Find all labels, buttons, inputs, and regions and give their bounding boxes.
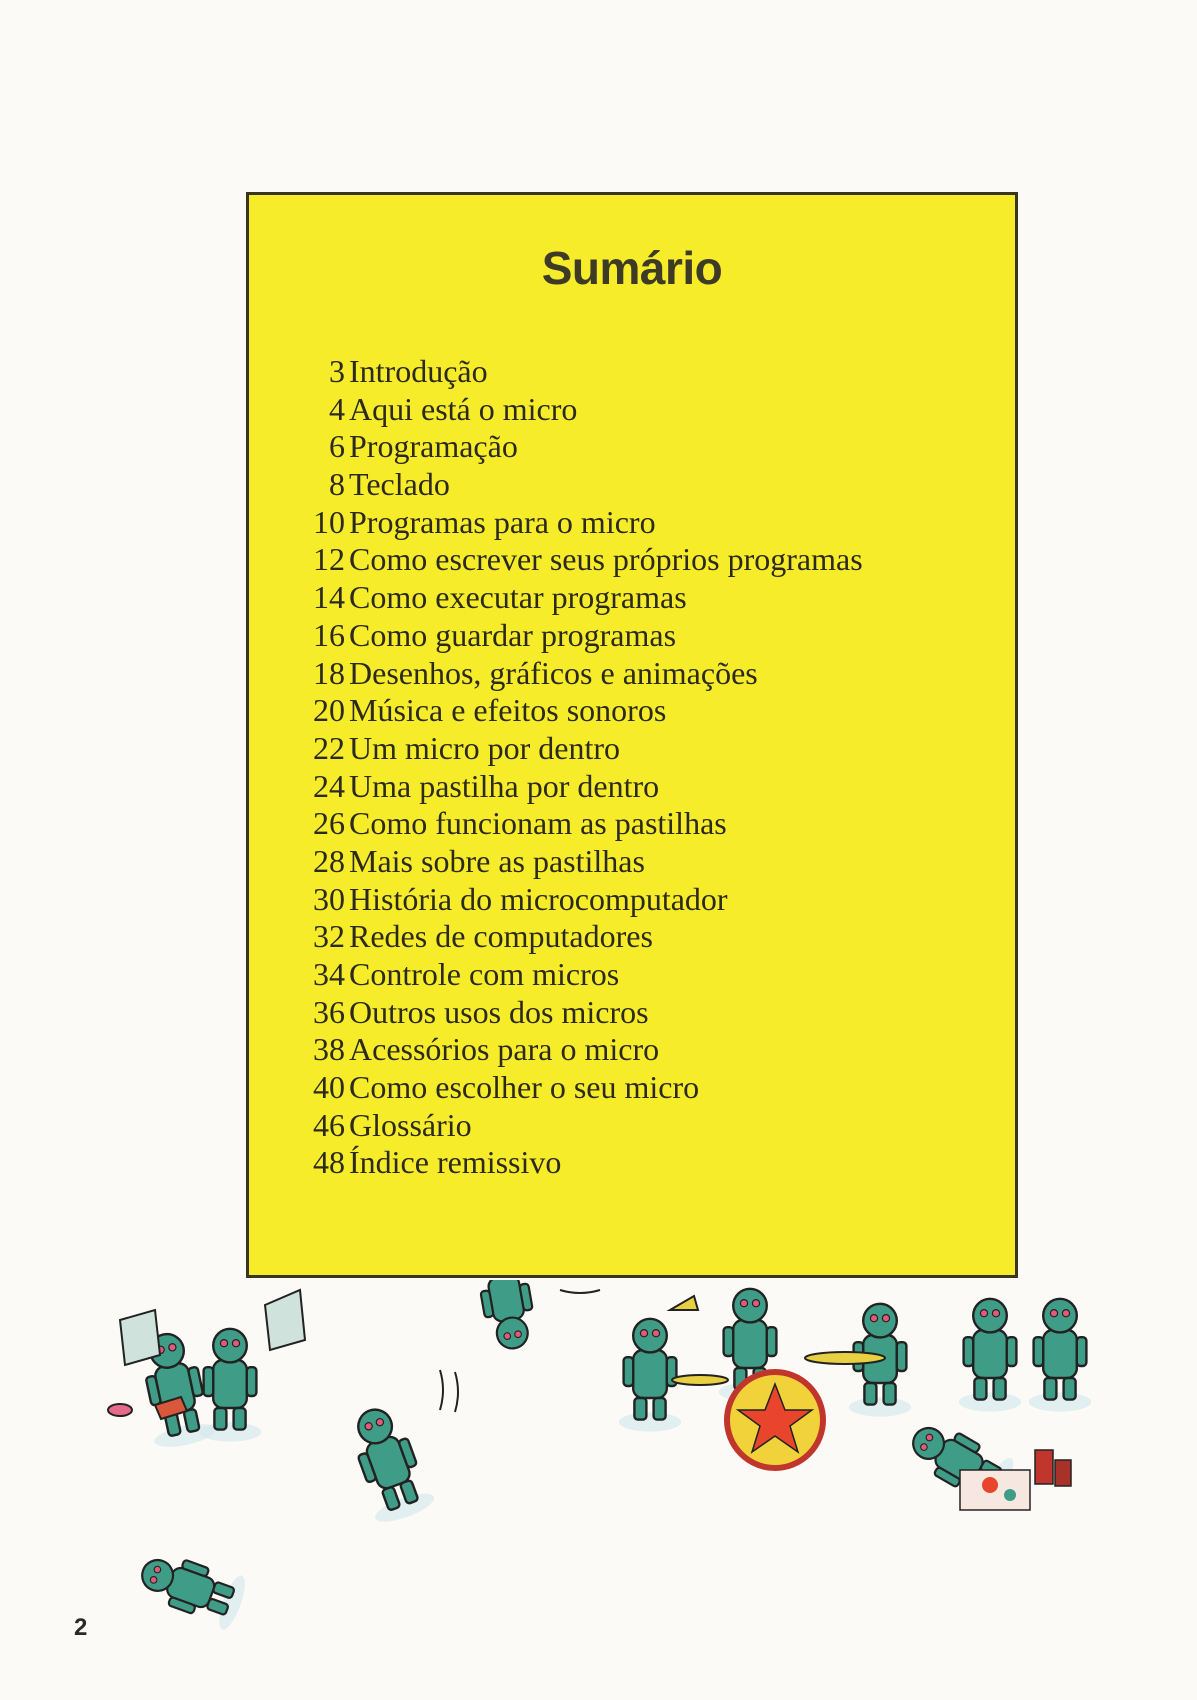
toc-entry[interactable] bbox=[299, 956, 863, 994]
toc-entry-label: Outros usos dos micros bbox=[349, 993, 649, 1030]
reading-robots bbox=[108, 1290, 305, 1451]
toc-entry-label: Acessórios para o micro bbox=[349, 1031, 660, 1068]
toc-page-number: 18 bbox=[313, 654, 345, 691]
toc-entry[interactable] bbox=[299, 617, 863, 655]
toc-entry-label: Mais sobre as pastilhas bbox=[349, 842, 645, 879]
toc-page-number: 6 bbox=[329, 428, 345, 465]
toc-entry[interactable] bbox=[299, 428, 863, 466]
toc-entry[interactable] bbox=[299, 1144, 863, 1182]
toc-entry[interactable] bbox=[299, 768, 863, 806]
band-robots bbox=[619, 1280, 911, 1468]
toc-entry-label: Programas para o micro bbox=[349, 503, 656, 540]
toc-page-number: 24 bbox=[313, 767, 345, 804]
toc-page-number: 30 bbox=[313, 880, 345, 917]
toc-page-number: 8 bbox=[329, 466, 345, 503]
toc-entry[interactable] bbox=[299, 1031, 863, 1069]
toc-page-number: 10 bbox=[313, 503, 345, 540]
toc-entry-label: Índice remissivo bbox=[349, 1144, 562, 1181]
toc-entry-label: Como funcionam as pastilhas bbox=[349, 805, 727, 842]
toc-page-number: 26 bbox=[313, 805, 345, 842]
toc-entry[interactable] bbox=[299, 655, 863, 693]
toc-entry-label: Desenhos, gráficos e animações bbox=[349, 654, 758, 691]
toc-entry-label: Glossário bbox=[349, 1106, 472, 1143]
toc-list bbox=[299, 353, 863, 1182]
toc-entry-label: Programação bbox=[349, 428, 518, 465]
toc-page-number: 14 bbox=[313, 579, 345, 616]
toc-entry-label: Introdução bbox=[349, 353, 488, 389]
toc-entry-label: Teclado bbox=[349, 466, 450, 503]
painting-robots bbox=[901, 1299, 1091, 1512]
toc-entry[interactable] bbox=[299, 504, 863, 542]
toc-entry[interactable] bbox=[299, 579, 863, 617]
toc-page-number: 46 bbox=[313, 1106, 345, 1143]
toc-entry[interactable] bbox=[299, 918, 863, 956]
toc-page-number: 34 bbox=[313, 956, 345, 992]
toc-page-number: 48 bbox=[313, 1144, 345, 1181]
toc-page-number: 28 bbox=[313, 842, 345, 879]
toc-entry[interactable] bbox=[299, 843, 863, 881]
toc-page-number: 3 bbox=[329, 353, 345, 389]
toc-entry[interactable] bbox=[299, 466, 863, 504]
toc-entry[interactable] bbox=[299, 391, 863, 429]
toc-entry[interactable] bbox=[299, 1069, 863, 1107]
toc-entry[interactable] bbox=[299, 994, 863, 1032]
toc-entry[interactable] bbox=[299, 353, 863, 391]
toc-page-number: 20 bbox=[313, 692, 345, 729]
toc-entry-label: Aqui está o micro bbox=[349, 390, 578, 427]
toc-page-number: 22 bbox=[313, 729, 345, 766]
toc-entry[interactable] bbox=[299, 541, 863, 579]
toc-entry[interactable] bbox=[299, 692, 863, 730]
toc-entry-label: Como escolher o seu micro bbox=[349, 1069, 700, 1106]
toc-entry-label: Controle com micros bbox=[349, 956, 620, 992]
toc-entry-label: Música e efeitos sonoros bbox=[349, 692, 667, 729]
toc-entry-label: Uma pastilha por dentro bbox=[349, 767, 660, 804]
toc-entry-label: Como executar programas bbox=[349, 579, 687, 616]
toc-entry[interactable] bbox=[299, 730, 863, 768]
toc-page-number: 4 bbox=[329, 390, 345, 427]
toc-entry-label: Redes de computadores bbox=[349, 918, 653, 955]
toc-entry-label: Um micro por dentro bbox=[349, 729, 621, 766]
toc-entry-label: História do microcomputador bbox=[349, 880, 728, 917]
toc-page-number: 40 bbox=[313, 1069, 345, 1106]
toc-page-number: 38 bbox=[313, 1031, 345, 1068]
robots-illustration bbox=[60, 1280, 1180, 1680]
toc-title: Sumário bbox=[541, 242, 723, 294]
toc-entry[interactable] bbox=[299, 805, 863, 843]
toc-page-number: 12 bbox=[313, 541, 345, 578]
toc-page-number: 32 bbox=[313, 918, 345, 955]
toc-entry[interactable] bbox=[299, 1107, 863, 1145]
page-number: 2 bbox=[74, 1614, 88, 1641]
toc-entry-label: Como guardar programas bbox=[349, 616, 677, 653]
toc-page-number: 16 bbox=[313, 616, 345, 653]
toc-entry-label: Como escrever seus próprios programas bbox=[349, 541, 863, 578]
breakdancing-robots bbox=[133, 1280, 600, 1632]
toc-page-number: 36 bbox=[313, 993, 345, 1030]
toc-entry[interactable] bbox=[299, 881, 863, 919]
table-of-contents-panel bbox=[246, 192, 1018, 1278]
